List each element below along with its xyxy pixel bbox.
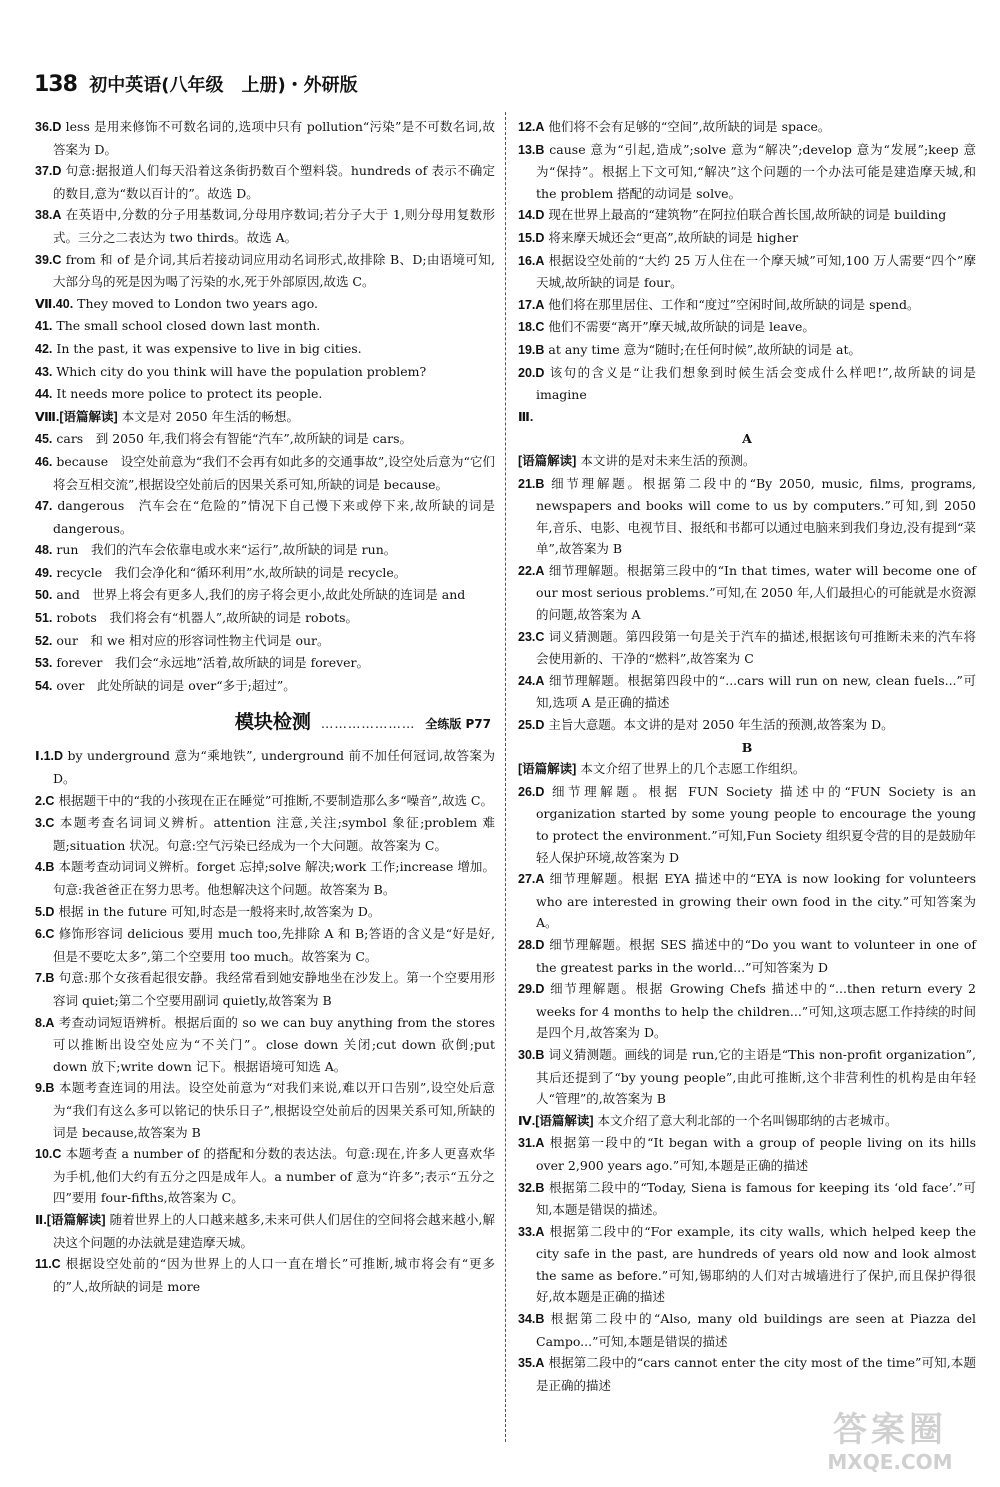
module-title: 模块检测 bbox=[234, 711, 311, 734]
answer-item bbox=[35, 406, 495, 429]
answer-number: 53. bbox=[35, 656, 53, 671]
answer-number: Ⅰ.1.D bbox=[35, 749, 64, 764]
answer-number: 24.A bbox=[518, 673, 545, 688]
page-number: 138 bbox=[34, 72, 77, 97]
answer-number: 47. bbox=[35, 499, 53, 514]
answer-explanation: robots 我们将会有“机器人”,故所缺的词是 robots。 bbox=[56, 610, 359, 626]
answer-explanation: 本文介绍了意大利北部的一个名叫锡耶纳的古老城市。 bbox=[597, 1112, 898, 1128]
answer-item bbox=[35, 1143, 495, 1209]
answer-number: 19.B bbox=[518, 342, 545, 357]
answer-explanation: 修饰形容词 delicious 要用 much too,先排除 A 和 B;答语的含义是“好是好,但是不要吃太多”,第二个空要用 too much。故答案为 C。 bbox=[53, 926, 495, 964]
answer-number: 50. bbox=[35, 588, 53, 603]
answer-number: 35.A bbox=[518, 1356, 545, 1371]
answer-explanation: 词义猜测题。第四段第一句是关于汽车的描述,根据该句可推断未来的汽车将会使用新的、干净的“燃料”,故答案为 C bbox=[536, 628, 976, 667]
answer-item bbox=[518, 868, 976, 934]
answer-item bbox=[518, 1308, 976, 1352]
answer-explanation: because 设空处前意为“我们不会再有如此多的交通事故”,设空处后意为“它们将会互相交流”,根据设空处前后的因果关系可知,所缺的词是 because。 bbox=[53, 453, 495, 492]
answer-item bbox=[518, 714, 976, 737]
answer-explanation: 细节理解题。根据 EYA 描述中的“EYA is now looking for volunteers who are interested in growing their own food in the city.”可知答案为 A。 bbox=[536, 871, 976, 931]
answer-number: 22.A bbox=[518, 563, 545, 578]
answer-item bbox=[35, 383, 495, 406]
module-test-heading bbox=[35, 703, 495, 741]
answer-explanation: 细节理解题。根据第四段中的“...cars will run on new, clean fuels...”可知,选项 A 是正确的描述 bbox=[536, 672, 976, 711]
answer-item bbox=[518, 1221, 976, 1308]
answer-explanation: 本文是对 2050 年生活的畅想。 bbox=[121, 408, 299, 424]
answer-explanation: 细节理解题。根据 FUN Society 描述中的“FUN Society is an organization started by some young people to encourage the young to protect the environment.”可知,Fun Society 组织夏令营的目的是鼓励年轻人保护环境,故答案为 D bbox=[536, 783, 976, 865]
answer-item bbox=[518, 362, 976, 406]
answer-explanation: 在英语中,分数的分子用基数词,分母用序数词;若分子大于 1,则分母用复数形式。三分之二表达为 two thirds。故选 A。 bbox=[53, 207, 495, 245]
answer-explanation: 细节理解题。根据第二段中的“By 2050, music, films, programs, newspapers and books will come to us by computers.”可知,到 2050 年,音乐、电影、电视节目、报纸和书都可以通过电脑来到我们身边,没有提到“菜单”,故答案为 B bbox=[536, 475, 976, 557]
answer-number: 42. bbox=[35, 341, 53, 356]
answer-number: 52. bbox=[35, 633, 53, 648]
answer-number: 16.A bbox=[518, 253, 545, 268]
answer-explanation: 他们将不会有足够的“空间”,故所缺的词是 space。 bbox=[548, 119, 831, 134]
answer-explanation: at any time 意为“随时;在任何时候”,故所缺的词是 at。 bbox=[548, 341, 862, 357]
watermark-logo bbox=[790, 1410, 990, 1480]
answer-explanation: The small school closed down last month. bbox=[56, 318, 321, 334]
answer-number: 28.D bbox=[518, 937, 545, 952]
answer-item bbox=[518, 227, 976, 250]
page-header bbox=[34, 72, 554, 98]
module-dots: ………………… bbox=[320, 716, 416, 732]
answer-number: 23.C bbox=[518, 629, 545, 644]
answer-number: 37.D bbox=[35, 164, 62, 179]
answer-number: 5.D bbox=[35, 904, 55, 919]
answer-explanation: 本题考查名词词义辨析。attention 注意,关注;symbol 象征;problem 难题;situation 状况。句意:空气污染已经成为一个大问题。故答案为 C。 bbox=[53, 815, 495, 853]
answer-item bbox=[35, 745, 495, 789]
answer-item bbox=[35, 967, 495, 1011]
answer-explanation: cause 意为“引起,造成”;solve 意为“解决”;develop 意为“发展”;keep 意为“保持”。根据上下文可知,“解决”这个问题的一个办法可能是建造摩天城,和 the problem 搭配的动词是 solve。 bbox=[536, 141, 977, 201]
answer-item bbox=[35, 338, 495, 361]
answer-item bbox=[518, 758, 976, 781]
answer-explanation: and 世界上将会有更多人,我们的房子将会更小,故此处所缺的连词是 and bbox=[56, 587, 466, 603]
answer-item bbox=[35, 361, 495, 384]
answer-explanation: 根据第二段中的“Also, many old buildings are seen at Piazza del Campo...”可知,本题是错误的描述 bbox=[536, 1311, 976, 1349]
answer-item bbox=[518, 1352, 976, 1396]
answer-explanation: 根据第二段中的“For example, its city walls, which helped keep the city safe in the past, are hundreds of years old now and look almost the same as before.”可知,锡耶纳的人们对古城墙进行了保护,而且保护得很好,故本题是正确的描述 bbox=[536, 1223, 976, 1305]
answer-number: 41. bbox=[35, 319, 53, 334]
answer-item bbox=[35, 1209, 495, 1253]
answer-number: 43. bbox=[35, 364, 53, 379]
answer-number: 13.B bbox=[518, 142, 545, 157]
passage-heading: A bbox=[742, 431, 752, 447]
answer-item bbox=[35, 901, 495, 924]
answer-number: 44. bbox=[35, 387, 53, 402]
answer-explanation: from 和 of 是介词,其后若接动词应用动名词形式,故排除 B、D;由语境可知,大部分鸟的死是因为喝了污染的水,死于外部原因,故选 C。 bbox=[53, 251, 495, 290]
answer-number: 54. bbox=[35, 678, 53, 693]
answer-explanation: 句意:那个女孩看起很安静。我经常看到她安静地坐在沙发上。第一个空要用形容词 quiet;第二个空要用副词 quietly,故答案为 B bbox=[53, 970, 495, 1008]
answer-explanation: 句意:据报道人们每天沿着这条街扔数百个塑料袋。hundreds of 表示不确定的数目,意为“数以百计的”。故选 D。 bbox=[53, 163, 495, 201]
answer-explanation: 他们将在那里居住、工作和“度过”空闲时间,故所缺的词是 spend。 bbox=[548, 296, 920, 312]
answer-item bbox=[35, 584, 495, 607]
answer-explanation: 根据 in the future 可知,时态是一般将来时,故答案为 D。 bbox=[58, 903, 381, 919]
answer-number: 26.D bbox=[518, 784, 545, 799]
answer-explanation: recycle 我们会净化和“循环利用”水,故所缺的词是 recycle。 bbox=[56, 564, 407, 580]
answer-item bbox=[518, 1132, 976, 1176]
answer-number: Ⅱ.[语篇解读] bbox=[35, 1212, 106, 1227]
answer-number: 15.D bbox=[518, 230, 545, 245]
answer-item bbox=[518, 934, 976, 978]
answer-item bbox=[518, 1110, 976, 1133]
left-answers-part1 bbox=[35, 116, 495, 697]
answer-number: 36.D bbox=[35, 120, 62, 134]
answer-item bbox=[518, 450, 976, 473]
answer-number: Ⅳ.[语篇解读] bbox=[518, 1113, 594, 1128]
answer-item bbox=[518, 204, 976, 227]
answer-number: 9.B bbox=[35, 1081, 55, 1096]
answer-item bbox=[518, 294, 976, 317]
answer-explanation: Which city do you think will have the population problem? bbox=[56, 363, 427, 379]
answer-number: 31.A bbox=[518, 1136, 545, 1151]
answer-item bbox=[35, 1012, 495, 1078]
answer-number: 18.C bbox=[518, 320, 545, 335]
answer-number: 4.B bbox=[35, 860, 55, 875]
passage-heading: B bbox=[741, 739, 753, 755]
watermark-line2: MXQE.COM bbox=[827, 1450, 953, 1474]
answer-number: [语篇解读] bbox=[518, 762, 577, 777]
answer-number: 51. bbox=[35, 611, 53, 626]
column-divider bbox=[505, 112, 506, 1442]
answer-explanation: 他们不需要“离开”摩天城,故所缺的词是 leave。 bbox=[548, 319, 815, 335]
answer-item bbox=[518, 1044, 976, 1110]
answer-item bbox=[35, 675, 495, 698]
answer-item bbox=[35, 652, 495, 675]
left-column bbox=[35, 116, 495, 1297]
answer-explanation: 现在世界上最高的“建筑物”在阿拉伯联合酋长国,故所缺的词是 building bbox=[548, 207, 947, 223]
answer-number: 33.A bbox=[518, 1224, 545, 1239]
right-answers bbox=[518, 116, 976, 1396]
answer-number: 46. bbox=[35, 454, 53, 469]
answer-item bbox=[35, 1077, 495, 1143]
answer-number: 34.B bbox=[518, 1312, 545, 1327]
answer-explanation: 该句的含义是“让我们想象到时候生活会变成什么样吧!”,故所缺的词是 imagine bbox=[536, 364, 976, 403]
book-title: 初中英语(八年级 上册)・外研版 bbox=[89, 75, 358, 96]
answer-number: 32.B bbox=[518, 1180, 545, 1195]
answer-number: 20.D bbox=[518, 365, 545, 380]
answer-explanation: It needs more police to protect its people. bbox=[56, 386, 323, 402]
answer-item bbox=[35, 495, 495, 539]
answer-item bbox=[35, 1253, 495, 1297]
answer-explanation: 根据第二段中的“Today, Siena is famous for keeping its ‘old face’.”可知,本题是错误的描述。 bbox=[536, 1179, 976, 1218]
answer-explanation: less 是用来修饰不可数名词的,选项中只有 pollution“污染”是不可数名词,故答案为 D。 bbox=[53, 119, 495, 157]
answer-item bbox=[518, 250, 976, 294]
answer-explanation: cars 到 2050 年,我们将会有智能“汽车”,故所缺的词是 cars。 bbox=[56, 431, 413, 447]
answer-number: 27.A bbox=[518, 872, 545, 887]
answer-explanation: 随着世界上的人口越来越多,未来可供人们居住的空间将会越来越小,解决这个问题的办法就是建造摩天城。 bbox=[53, 1211, 495, 1250]
answer-explanation: 本题考查 a number of 的搭配和分数的表达法。句意:现在,许多人更喜欢华为手机,他们大约有五分之四是成年人。a number of 意为“许多”;表示“五分之四”要用 four-fifths,故答案为 C。 bbox=[53, 1146, 495, 1206]
answer-item bbox=[518, 670, 976, 714]
answer-explanation: our 和 we 相对应的形容词性物主代词是 our。 bbox=[56, 632, 330, 648]
answer-item bbox=[35, 630, 495, 653]
answer-item bbox=[35, 539, 495, 562]
answer-item bbox=[35, 116, 495, 160]
section-number: Ⅲ. bbox=[518, 409, 534, 424]
answer-number: 45. bbox=[35, 432, 53, 447]
answer-number: 8.A bbox=[35, 1015, 55, 1030]
answer-explanation: 本文讲的是对未来生活的预测。 bbox=[580, 452, 756, 468]
answer-item bbox=[35, 160, 495, 204]
answer-explanation: 本题考查连词的用法。设空处前意为“对我们来说,难以开口告别”,设空处后意为“我们有这么多可以铭记的快乐日子”,根据设空处前后的因果关系可知,所缺的词是 because,故答案为 B bbox=[53, 1080, 495, 1140]
answer-number: [语篇解读] bbox=[518, 453, 577, 468]
answer-item bbox=[35, 607, 495, 630]
answer-number: 25.D bbox=[518, 718, 545, 733]
left-answers-part2 bbox=[35, 745, 495, 1297]
answer-item bbox=[518, 560, 976, 626]
answer-number: 38.A bbox=[35, 208, 62, 223]
answer-number: 2.C bbox=[35, 793, 55, 808]
answer-explanation: 细节理解题。根据第三段中的“In that times, water will become one of our most serious problems.”可知,在 2050 年,人们最担心的可能就是水资源的问题,故答案为 A bbox=[536, 562, 976, 623]
answer-number: 49. bbox=[35, 565, 53, 580]
answer-number: 21.B bbox=[518, 476, 545, 491]
right-column bbox=[518, 116, 976, 1396]
answer-number: 29.D bbox=[518, 982, 545, 997]
answer-item bbox=[518, 316, 976, 339]
answer-item bbox=[35, 315, 495, 338]
answer-number: 17.A bbox=[518, 297, 545, 312]
answer-item bbox=[35, 428, 495, 451]
answer-number: 11.C bbox=[35, 1257, 61, 1272]
answer-explanation: 本文介绍了世界上的几个志愿工作组织。 bbox=[580, 761, 806, 777]
module-page-ref: 全练版 P77 bbox=[425, 717, 491, 732]
answer-explanation: 细节理解题。根据 SES 描述中的“Do you want to volunteer in one of the greatest parks in the world...”可知答案为 D bbox=[536, 936, 976, 975]
answer-number: 30.B bbox=[518, 1047, 545, 1062]
answer-explanation: 根据第一段中的“It began with a group of people living on its hills over 2,900 years ago.”可知,本题是正确的描述 bbox=[536, 1135, 976, 1173]
answer-number: 14.D bbox=[518, 208, 545, 223]
answer-item bbox=[518, 978, 976, 1044]
answer-item bbox=[35, 451, 495, 495]
answer-number: 6.C bbox=[35, 927, 55, 942]
answer-explanation: 根据设空处前的“因为世界上的人口一直在增长”可推断,城市将会有“更多的”人,故所缺的词是 more bbox=[53, 1256, 495, 1294]
answer-number: 48. bbox=[35, 543, 53, 558]
answer-number: 39.C bbox=[35, 252, 62, 267]
answer-explanation: dangerous 汽车会在“危险的”情况下自己慢下来或停下来,故所缺的词是 dangerous。 bbox=[53, 498, 495, 536]
answer-item bbox=[35, 293, 495, 316]
answer-number: 12.A bbox=[518, 120, 545, 134]
answer-item bbox=[35, 923, 495, 967]
answer-explanation: by underground 意为“乘地铁”, underground 前不加任何冠词,故答案为 D。 bbox=[53, 748, 495, 787]
answer-explanation: 本题考查动词词义辨析。forget 忘掉;solve 解决;work 工作;increase 增加。句意:我爸爸正在努力思考。他想解决这个问题。故答案为 B。 bbox=[53, 859, 495, 897]
answer-explanation: forever 我们会“永远地”活着,故所缺的词是 forever。 bbox=[56, 655, 370, 671]
answer-explanation: 考查动词短语辨析。根据后面的 so we can buy anything from the stores 可以推断出设空处应为“不关门”。close down 关闭;cut down 砍倒;put down 放下;write down 记下。根据语境可知选 A。 bbox=[53, 1014, 495, 1074]
answer-explanation: 词义猜测题。画线的词是 run,它的主语是“This non-profit organization”,其后还提到了“by young people”,由此可推断,这个非营利性的机构是由年轻人“管理”的,故答案为 B bbox=[536, 1046, 976, 1107]
answer-explanation: 细节理解题。根据 Growing Chefs 描述中的“...then return every 2 weeks for 4 months to help the children...”可知,这项志愿工作持续的时间是四个月,故答案为 D。 bbox=[536, 981, 976, 1041]
answer-number: Ⅷ.[语篇解读] bbox=[35, 409, 118, 424]
answer-explanation: 根据设空处前的“大约 25 万人住在一个摩天城”可知,100 万人需要“四个”摩天城,故所缺的词是 four。 bbox=[536, 252, 976, 291]
answer-number: 3.C bbox=[35, 816, 55, 831]
answer-explanation: 根据第二段中的“cars cannot enter the city most of the time”可知,本题是正确的描述 bbox=[536, 1355, 976, 1393]
answer-explanation: run 我们的汽车会依靠电或水来“运行”,故所缺的词是 run。 bbox=[56, 542, 397, 558]
answer-item bbox=[35, 249, 495, 293]
answer-explanation: They moved to London two years ago. bbox=[77, 295, 318, 311]
answer-item bbox=[518, 116, 976, 139]
answer-item bbox=[35, 812, 495, 856]
answer-item bbox=[35, 562, 495, 585]
answer-item bbox=[518, 139, 976, 205]
section-label bbox=[518, 406, 976, 429]
answer-item bbox=[35, 790, 495, 813]
answer-explanation: 根据题干中的“我的小孩现在正在睡觉”可推断,不要制造那么多“噪音”,故选 C。 bbox=[58, 792, 493, 808]
answer-item bbox=[518, 339, 976, 362]
answer-explanation: 将来摩天城还会“更高”,故所缺的词是 higher bbox=[548, 229, 799, 245]
answer-explanation: 主旨大意题。本文讲的是对 2050 年生活的预测,故答案为 D。 bbox=[548, 717, 894, 733]
answer-number: 10.C bbox=[35, 1147, 62, 1162]
answer-number: 7.B bbox=[35, 971, 55, 986]
answer-explanation: In the past, it was expensive to live in big cities. bbox=[56, 340, 362, 356]
answer-explanation: over 此处所缺的词是 over“多于;超过”。 bbox=[56, 677, 296, 693]
answer-item bbox=[518, 1177, 976, 1221]
answer-item bbox=[518, 626, 976, 670]
answer-item bbox=[35, 204, 495, 248]
answer-item bbox=[518, 473, 976, 560]
watermark-line1: 答案圈 bbox=[833, 1410, 947, 1450]
answer-item bbox=[518, 781, 976, 868]
answer-item bbox=[35, 856, 495, 900]
answer-number: Ⅶ.40. bbox=[35, 296, 74, 311]
